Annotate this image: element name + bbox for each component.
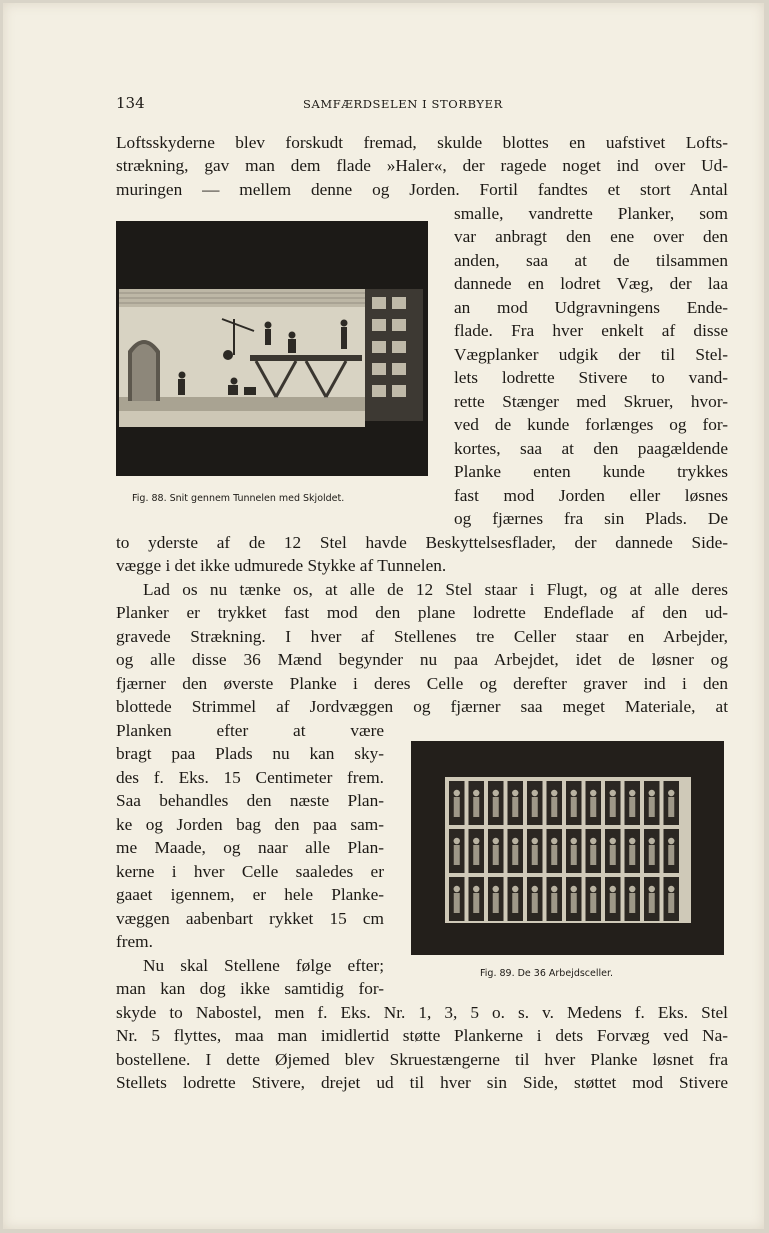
worker-figure — [454, 893, 460, 913]
worker-figure — [668, 893, 674, 913]
text-line: Loftsskyderne blev forskudt fremad, skulde blottes en uafstivet Lofts- — [116, 133, 728, 152]
worker-figure — [571, 845, 577, 865]
worker-figure — [629, 893, 635, 913]
worker-figure — [649, 838, 655, 844]
worker-figure — [629, 886, 635, 892]
text-line: væggen aabenbart rykket 15 cm — [116, 909, 384, 928]
worker-figure — [532, 797, 538, 817]
figure-88-caption: Fig. 88. Snit gennem Tunnelen med Skjoldet. — [132, 493, 345, 504]
text-line: ke og Jorden bag den paa sam- — [116, 815, 384, 834]
text-line: rette Stænger med Skruer, hvor- — [454, 392, 728, 411]
text-line: fast mod Jorden eller løsnes — [454, 486, 728, 505]
worker-figure — [512, 845, 518, 865]
worker-figure — [473, 790, 479, 796]
worker-figure — [551, 797, 557, 817]
worker-figure — [649, 886, 655, 892]
worker-figure — [532, 838, 538, 844]
worker-figure — [512, 893, 518, 913]
text-line: lets lodrette Stivere to vand- — [454, 368, 728, 387]
text-line: smalle, vandrette Planker, som — [454, 204, 728, 223]
worker-figure — [629, 845, 635, 865]
figure-89-work-cells-illustration — [411, 741, 724, 955]
worker-figure — [551, 845, 557, 865]
worker-figure — [668, 886, 674, 892]
text-line: gravede Strækning. I hver af Stellenes tre Celler staar en Arbejder, — [116, 627, 728, 646]
worker-figure — [473, 838, 479, 844]
worker-figure — [668, 838, 674, 844]
text-line: bragt paa Plads nu kan sky- — [116, 744, 384, 763]
text-line: anden, saa at de tilsammen — [454, 251, 728, 270]
work-cells-grid-drawing — [411, 741, 724, 955]
text-line: Lad os nu tænke os, at alle de 12 Stel staar i Flugt, og at alle deres — [143, 580, 728, 599]
text-line: vægge i det ikke udmurede Stykke af Tunnelen. — [116, 556, 447, 575]
worker-figure — [454, 838, 460, 844]
worker-figure — [493, 838, 499, 844]
text-line: flade. Fra hver enkelt af disse — [454, 321, 728, 340]
worker-figure — [454, 845, 460, 865]
worker-figure — [571, 893, 577, 913]
text-line: og fjærnes fra sin Plads. De — [454, 509, 728, 528]
worker-figure — [590, 886, 596, 892]
worker-figure — [493, 797, 499, 817]
text-line: Saa behandles den næste Plan- — [116, 791, 384, 810]
text-line: Planke enten kunde trykkes — [454, 462, 728, 481]
text-line: bostellene. I dette Øjemed blev Skruestængerne til hver Planke løsnet fra — [116, 1050, 728, 1069]
worker-figure — [610, 893, 616, 913]
worker-figure — [590, 797, 596, 817]
text-line: to yderste af de 12 Stel havde Beskyttelsesflader, der dannede Side- — [116, 533, 728, 552]
text-line: fjærner den øverste Planke i deres Celle og derefter graver ind i den — [116, 674, 728, 693]
page-number: 134 — [116, 94, 145, 112]
worker-figure — [512, 790, 518, 796]
worker-figure — [473, 893, 479, 913]
worker-figure — [649, 893, 655, 913]
text-line: an mod Udgravningens Ende- — [454, 298, 728, 317]
worker-figure — [610, 797, 616, 817]
worker-figure — [590, 845, 596, 865]
worker-figure — [493, 845, 499, 865]
worker-figure — [571, 790, 577, 796]
text-line: des f. Eks. 15 Centimeter frem. — [116, 768, 384, 787]
figure-89-caption: Fig. 89. De 36 Arbejdsceller. — [480, 968, 614, 979]
running-title: SAMFÆRDSELEN I STORBYER — [303, 97, 503, 111]
worker-figure — [454, 790, 460, 796]
text-line: Nu skal Stellene følge efter; — [143, 956, 384, 975]
worker-figure — [454, 886, 460, 892]
worker-figure — [493, 790, 499, 796]
worker-figure — [551, 893, 557, 913]
worker-figure — [493, 893, 499, 913]
tunnel-section-drawing — [116, 221, 428, 476]
worker-figure — [610, 886, 616, 892]
worker-figure — [454, 797, 460, 817]
worker-figure — [649, 797, 655, 817]
worker-figure — [649, 790, 655, 796]
worker-figure — [532, 886, 538, 892]
worker-figure — [551, 886, 557, 892]
worker-figure — [532, 845, 538, 865]
worker-figure — [590, 893, 596, 913]
text-line: gaaet igennem, er hele Planke- — [116, 885, 384, 904]
worker-figure — [649, 845, 655, 865]
worker-figure — [532, 790, 538, 796]
worker-figure — [473, 797, 479, 817]
worker-figure — [590, 790, 596, 796]
worker-figure — [493, 886, 499, 892]
text-line: Nr. 5 flyttes, maa man imidlertid støtte Plankerne i dets Forvæg ved Na- — [116, 1026, 728, 1045]
text-line: dannede en lodret Væg, der laa — [454, 274, 728, 293]
worker-figure — [512, 886, 518, 892]
text-line: Vægplanker udgik der til Stel- — [454, 345, 728, 364]
text-line: frem. — [116, 932, 153, 951]
worker-figure — [668, 845, 674, 865]
worker-figure — [551, 790, 557, 796]
text-line: muringen — mellem denne og Jorden. Fortil fandtes et stort Antal — [116, 180, 728, 199]
worker-figure — [610, 790, 616, 796]
worker-figure — [668, 797, 674, 817]
worker-figure — [532, 893, 538, 913]
worker-figure — [629, 797, 635, 817]
worker-figure — [668, 790, 674, 796]
worker-figure — [512, 838, 518, 844]
text-line: og alle disse 36 Mænd begynder nu paa Arbejdet, idet de løsner og — [116, 650, 728, 669]
worker-figure — [571, 797, 577, 817]
worker-figure — [610, 838, 616, 844]
worker-figure — [473, 886, 479, 892]
text-line: Planker er trykket fast mod den plane lodrette Endeflade af den ud- — [116, 603, 728, 622]
text-line: me Maade, og naar alle Plan- — [116, 838, 384, 857]
text-line: skyde to Nabostel, men f. Eks. Nr. 1, 3, 5 o. s. v. Medens f. Eks. Stel — [116, 1003, 728, 1022]
text-line: Planken efter at være — [116, 721, 384, 740]
worker-figure — [629, 790, 635, 796]
text-line: strækning, gav man dem flade »Haler«, der ragede noget ind over Ud- — [116, 156, 728, 175]
worker-figure — [571, 886, 577, 892]
text-line: kerne i hver Celle saaledes er — [116, 862, 384, 881]
text-line: Stellets lodrette Stivere, drejet ud til hver sin Side, støttet mod Stivere — [116, 1073, 728, 1092]
figure-88-tunnel-shield-illustration — [116, 221, 428, 476]
worker-figure — [629, 838, 635, 844]
text-line: man kan dog ikke samtidig for- — [116, 979, 384, 998]
worker-figure — [551, 838, 557, 844]
text-line: blottede Strimmel af Jordvæggen og fjærner saa meget Materiale, at — [116, 697, 728, 716]
text-line: var anbragt den ene over den — [454, 227, 728, 246]
book-page — [3, 3, 764, 1229]
text-line: kortes, saa at den paagældende — [454, 439, 728, 458]
worker-figure — [473, 845, 479, 865]
worker-figure — [512, 797, 518, 817]
worker-figure — [571, 838, 577, 844]
worker-figure — [590, 838, 596, 844]
text-line: ved de kunde forlænges og for- — [454, 415, 728, 434]
worker-figure — [610, 845, 616, 865]
